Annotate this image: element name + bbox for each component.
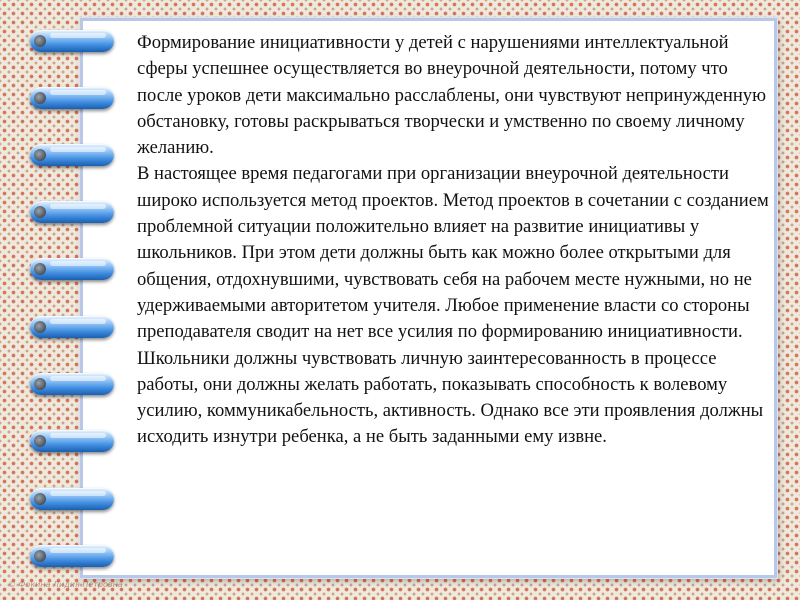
body-text: [137, 30, 769, 451]
spiral-ring-icon: [30, 201, 114, 223]
spiral-ring-icon: [30, 488, 114, 510]
spiral-ring-icon: [30, 144, 114, 166]
spiral-ring-icon: [30, 545, 114, 567]
spiral-ring-icon: [30, 373, 114, 395]
paragraph-project-method: В настоящее время педагогами при организации внеурочной деятельности широко используется метод проектов. Метод проектов в сочетании с созданием проблемной ситуации положительно влияет на развитие инициативы у школьников. При этом дети должны быть как можно более открытыми для общения, отдохнувшими, чувствовать себя на рабочем месте нужными, но не удерживаемыми авторитетом учителя. Любое применение власти со стороны преподавателя сводит на нет все усилия по формированию инициативности. Школьники должны чувствовать личную заинтересованность в процессе работы, они должны желать работать, показывать способность к волевому усилию, коммуникабельность, активность. Однако все эти проявления должны исходить изнутри ребенка, а не быть заданными ему извне.: [137, 163, 769, 448]
spiral-ring-icon: [30, 316, 114, 338]
author-watermark: © Фокина Лидия Петровна: [8, 580, 123, 589]
spiral-ring-icon: [30, 430, 114, 452]
paragraph-initiative: Формирование инициативности у детей с нарушениями интеллектуальной сферы успешнее осуществляется во внеурочной деятельности, потому что после уроков дети максимально расслаблены, они чувствуют непринужденную обстановку, готовы раскрываться творчески и умственно по своему личному желанию.: [137, 32, 766, 159]
spiral-ring-icon: [30, 30, 114, 52]
spiral-ring-icon: [30, 258, 114, 280]
spiral-ring-icon: [30, 87, 114, 109]
